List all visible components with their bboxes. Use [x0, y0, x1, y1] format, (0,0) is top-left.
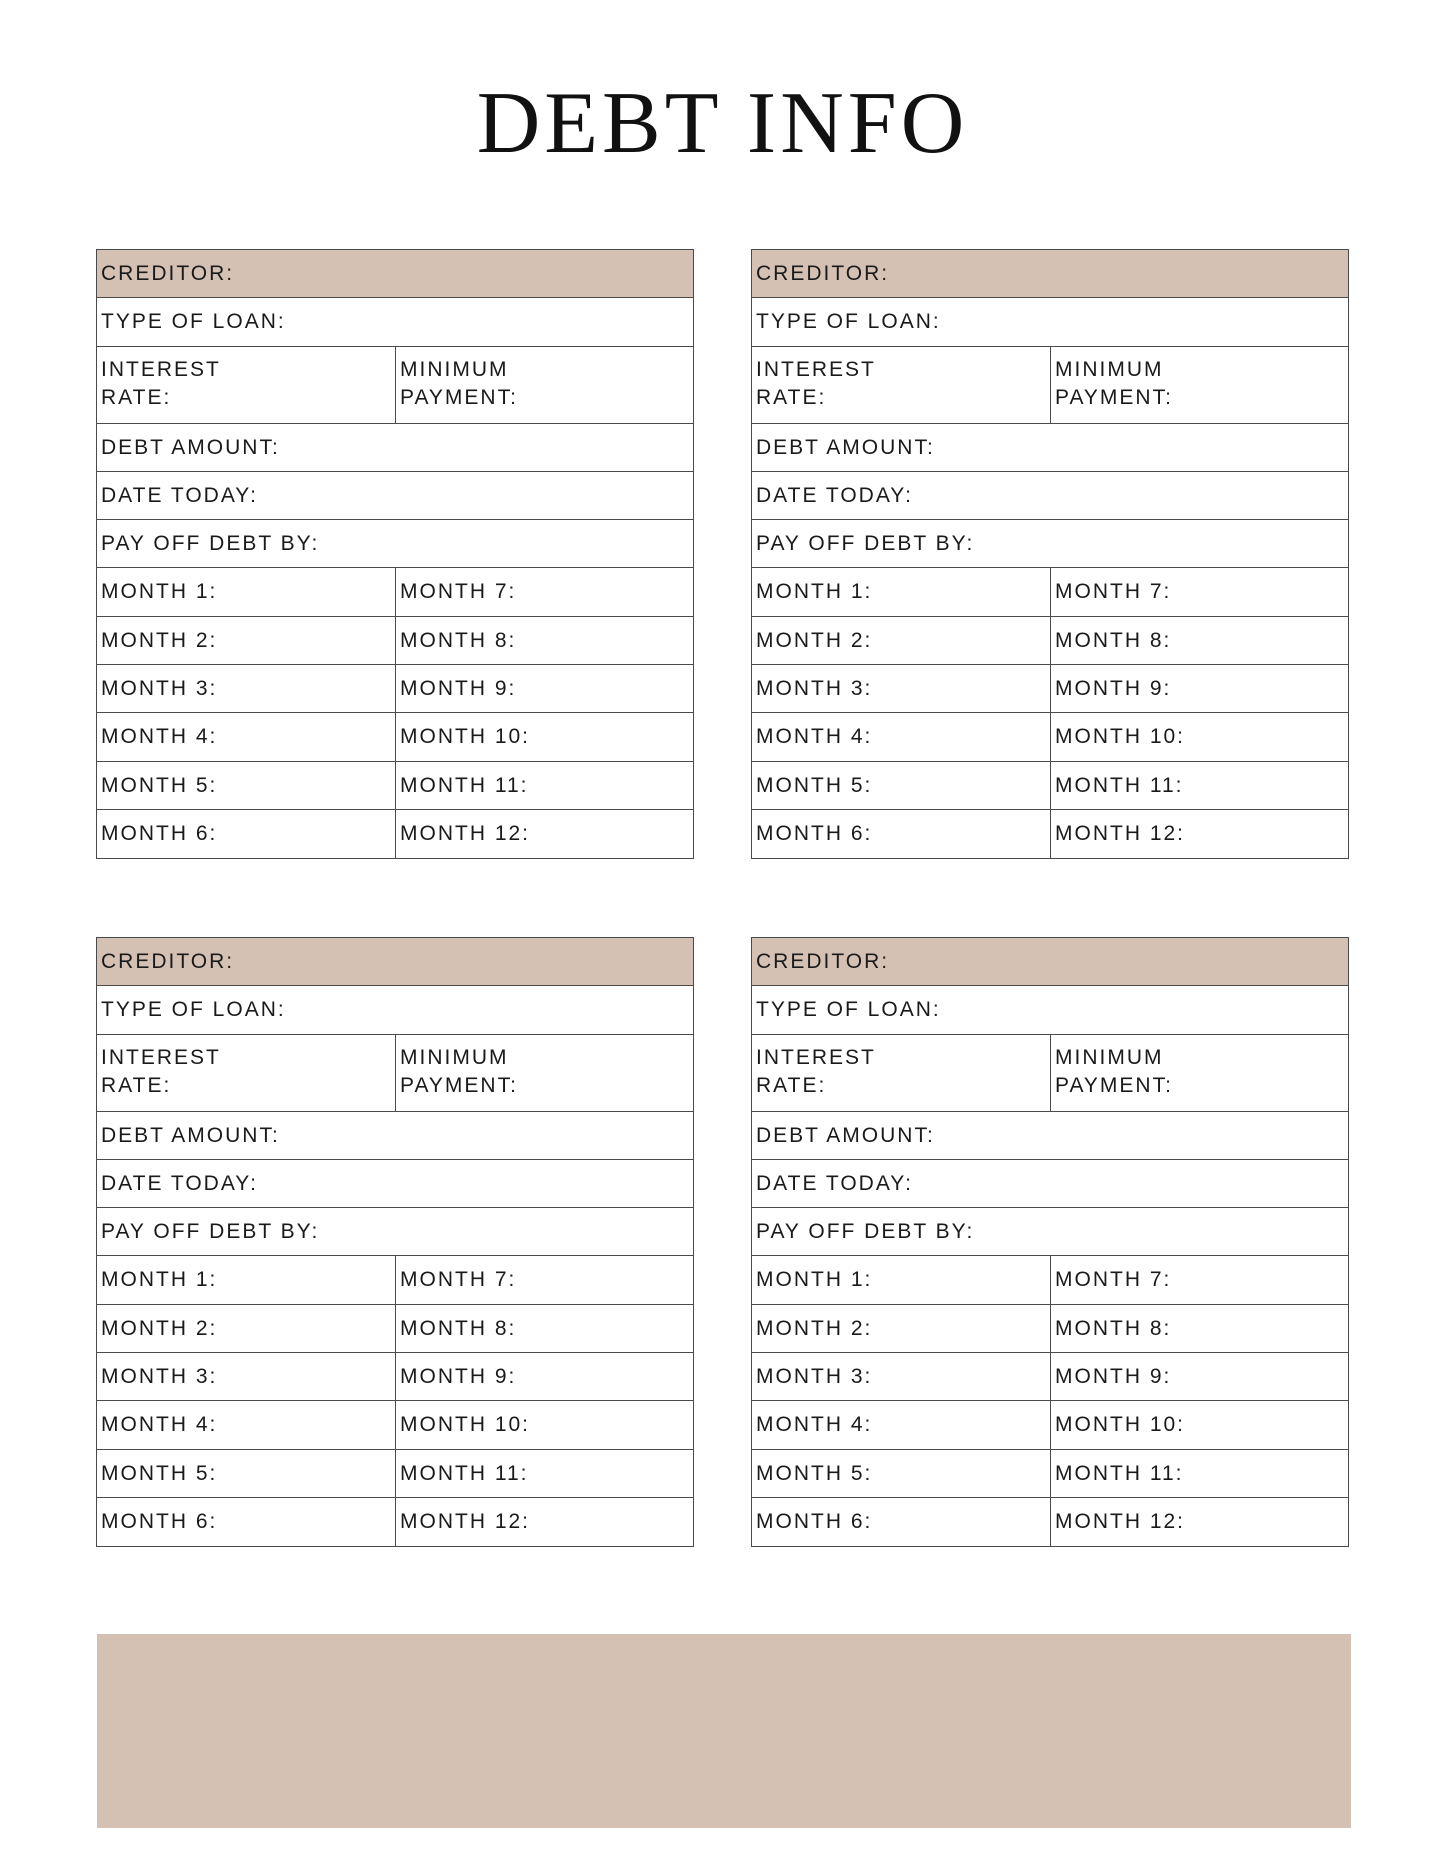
month-field[interactable]: MONTH 11: [1050, 762, 1348, 809]
month-row [97, 1353, 693, 1401]
month-field[interactable]: MONTH 5: [756, 773, 873, 797]
month-field[interactable]: MONTH 2: [756, 628, 873, 652]
date-today-label: DATE TODAY: [756, 1171, 913, 1195]
creditor-row[interactable] [752, 250, 1348, 298]
month-field[interactable]: MONTH 6: [101, 1509, 218, 1533]
pay-off-row[interactable] [97, 1208, 693, 1256]
creditor-label: CREDITOR: [756, 262, 890, 285]
minimum-payment-field[interactable]: MINIMUM PAYMENT: [395, 1035, 693, 1111]
debt-amount-row[interactable] [752, 1112, 1348, 1160]
rate-payment-row [97, 347, 693, 424]
creditor-label: CREDITOR: [756, 950, 890, 973]
loan-type-row[interactable] [752, 986, 1348, 1034]
month-field[interactable]: MONTH 6: [101, 821, 218, 845]
rate-payment-row [752, 1035, 1348, 1112]
month-row [752, 713, 1348, 761]
pay-off-row[interactable] [752, 520, 1348, 568]
creditor-row[interactable] [752, 938, 1348, 986]
month-row [97, 762, 693, 810]
creditor-row[interactable] [97, 938, 693, 986]
month-row [97, 1450, 693, 1498]
month-field[interactable]: MONTH 11: [1050, 1450, 1348, 1497]
month-field[interactable]: MONTH 1: [101, 580, 218, 604]
month-field[interactable]: MONTH 6: [756, 821, 873, 845]
month-field[interactable]: MONTH 7: [1050, 1256, 1348, 1303]
pay-off-row[interactable] [97, 520, 693, 568]
pay-off-label: PAY OFF DEBT BY: [756, 532, 975, 556]
month-row [97, 1256, 693, 1304]
date-today-label: DATE TODAY: [101, 1171, 258, 1195]
month-field[interactable]: MONTH 9: [1050, 1353, 1348, 1400]
pay-off-row[interactable] [752, 1208, 1348, 1256]
creditor-label: CREDITOR: [101, 262, 235, 285]
month-field[interactable]: MONTH 2: [101, 1316, 218, 1340]
month-field[interactable]: MONTH 1: [101, 1268, 218, 1292]
minimum-payment-field[interactable]: MINIMUM PAYMENT: [395, 347, 693, 423]
month-field[interactable]: MONTH 10: [1050, 713, 1348, 760]
month-row [752, 762, 1348, 810]
month-field[interactable]: MONTH 4: [756, 725, 873, 749]
month-field[interactable]: MONTH 10: [1050, 1401, 1348, 1448]
month-field[interactable]: MONTH 7: [395, 1256, 693, 1303]
debt-amount-label: DEBT AMOUNT: [756, 435, 935, 459]
date-today-row[interactable] [97, 1160, 693, 1208]
month-field[interactable]: MONTH 10: [395, 713, 693, 760]
month-field[interactable]: MONTH 3: [756, 677, 873, 701]
month-field[interactable]: MONTH 3: [101, 1365, 218, 1389]
month-row [97, 1498, 693, 1546]
date-today-label: DATE TODAY: [101, 483, 258, 507]
month-field[interactable]: MONTH 9: [1050, 665, 1348, 712]
month-field[interactable]: MONTH 9: [395, 665, 693, 712]
debt-amount-label: DEBT AMOUNT: [101, 1123, 280, 1147]
loan-type-row[interactable] [97, 298, 693, 346]
month-field[interactable]: MONTH 3: [756, 1365, 873, 1389]
loan-type-row[interactable] [752, 298, 1348, 346]
month-row [97, 568, 693, 616]
month-row [752, 1256, 1348, 1304]
month-row [752, 1305, 1348, 1353]
interest-rate-field[interactable]: INTEREST RATE: [756, 357, 876, 409]
month-row [97, 665, 693, 713]
month-row [97, 617, 693, 665]
rate-payment-row [752, 347, 1348, 424]
month-field[interactable]: MONTH 9: [395, 1353, 693, 1400]
month-row [752, 568, 1348, 616]
month-field[interactable]: MONTH 12: [1050, 810, 1348, 858]
month-field[interactable]: MONTH 8: [1050, 617, 1348, 664]
month-field[interactable]: MONTH 7: [1050, 568, 1348, 615]
month-row [752, 1401, 1348, 1449]
debt-card-4 [751, 937, 1349, 1547]
month-field[interactable]: MONTH 4: [101, 725, 218, 749]
month-row [752, 1498, 1348, 1546]
month-field[interactable]: MONTH 8: [395, 617, 693, 664]
creditor-label: CREDITOR: [101, 950, 235, 973]
month-field[interactable]: MONTH 5: [101, 773, 218, 797]
pay-off-label: PAY OFF DEBT BY: [101, 1220, 320, 1244]
minimum-payment-field[interactable]: MINIMUM PAYMENT: [1050, 1035, 1348, 1111]
debt-amount-row[interactable] [97, 424, 693, 472]
month-field[interactable]: MONTH 6: [756, 1509, 873, 1533]
date-today-row[interactable] [752, 472, 1348, 520]
month-field[interactable]: MONTH 4: [101, 1413, 218, 1437]
month-row [752, 810, 1348, 858]
pay-off-label: PAY OFF DEBT BY: [101, 532, 320, 556]
month-field[interactable]: MONTH 4: [756, 1413, 873, 1437]
interest-rate-field[interactable]: INTEREST RATE: [101, 1045, 221, 1097]
debt-card-2 [751, 249, 1349, 859]
rate-payment-row [97, 1035, 693, 1112]
month-row [752, 617, 1348, 665]
month-field[interactable]: MONTH 12: [395, 810, 693, 858]
debt-card-3 [96, 937, 694, 1547]
month-field[interactable]: MONTH 11: [395, 1450, 693, 1497]
date-today-label: DATE TODAY: [756, 483, 913, 507]
month-field[interactable]: MONTH 10: [395, 1401, 693, 1448]
month-row [97, 1401, 693, 1449]
interest-rate-field[interactable]: INTEREST RATE: [756, 1045, 876, 1097]
page-title: DEBT INFO [476, 75, 969, 172]
loan-type-row[interactable] [97, 986, 693, 1034]
debt-card-1 [96, 249, 694, 859]
month-field[interactable]: MONTH 7: [395, 568, 693, 615]
month-field[interactable]: MONTH 5: [101, 1461, 218, 1485]
loan-type-label: TYPE OF LOAN: [756, 310, 941, 334]
month-row [97, 713, 693, 761]
month-field[interactable]: MONTH 8: [395, 1305, 693, 1352]
loan-type-label: TYPE OF LOAN: [101, 998, 286, 1022]
debt-amount-row[interactable] [97, 1112, 693, 1160]
debt-amount-label: DEBT AMOUNT: [101, 435, 280, 459]
month-field[interactable]: MONTH 1: [756, 1268, 873, 1292]
month-field[interactable]: MONTH 3: [101, 677, 218, 701]
month-row [752, 1450, 1348, 1498]
month-field[interactable]: MONTH 2: [101, 628, 218, 652]
loan-type-label: TYPE OF LOAN: [101, 310, 286, 334]
month-field[interactable]: MONTH 1: [756, 580, 873, 604]
month-field[interactable]: MONTH 12: [395, 1498, 693, 1546]
pay-off-label: PAY OFF DEBT BY: [756, 1220, 975, 1244]
month-field[interactable]: MONTH 11: [395, 762, 693, 809]
month-row [97, 810, 693, 858]
month-field[interactable]: MONTH 8: [1050, 1305, 1348, 1352]
month-field[interactable]: MONTH 12: [1050, 1498, 1348, 1546]
month-row [97, 1305, 693, 1353]
month-field[interactable]: MONTH 2: [756, 1316, 873, 1340]
date-today-row[interactable] [752, 1160, 1348, 1208]
date-today-row[interactable] [97, 472, 693, 520]
debt-amount-label: DEBT AMOUNT: [756, 1123, 935, 1147]
interest-rate-field[interactable]: INTEREST RATE: [101, 357, 221, 409]
month-row [752, 665, 1348, 713]
minimum-payment-field[interactable]: MINIMUM PAYMENT: [1050, 347, 1348, 423]
month-row [752, 1353, 1348, 1401]
debt-amount-row[interactable] [752, 424, 1348, 472]
creditor-row[interactable] [97, 250, 693, 298]
loan-type-label: TYPE OF LOAN: [756, 998, 941, 1022]
notes-block[interactable] [97, 1634, 1351, 1828]
month-field[interactable]: MONTH 5: [756, 1461, 873, 1485]
